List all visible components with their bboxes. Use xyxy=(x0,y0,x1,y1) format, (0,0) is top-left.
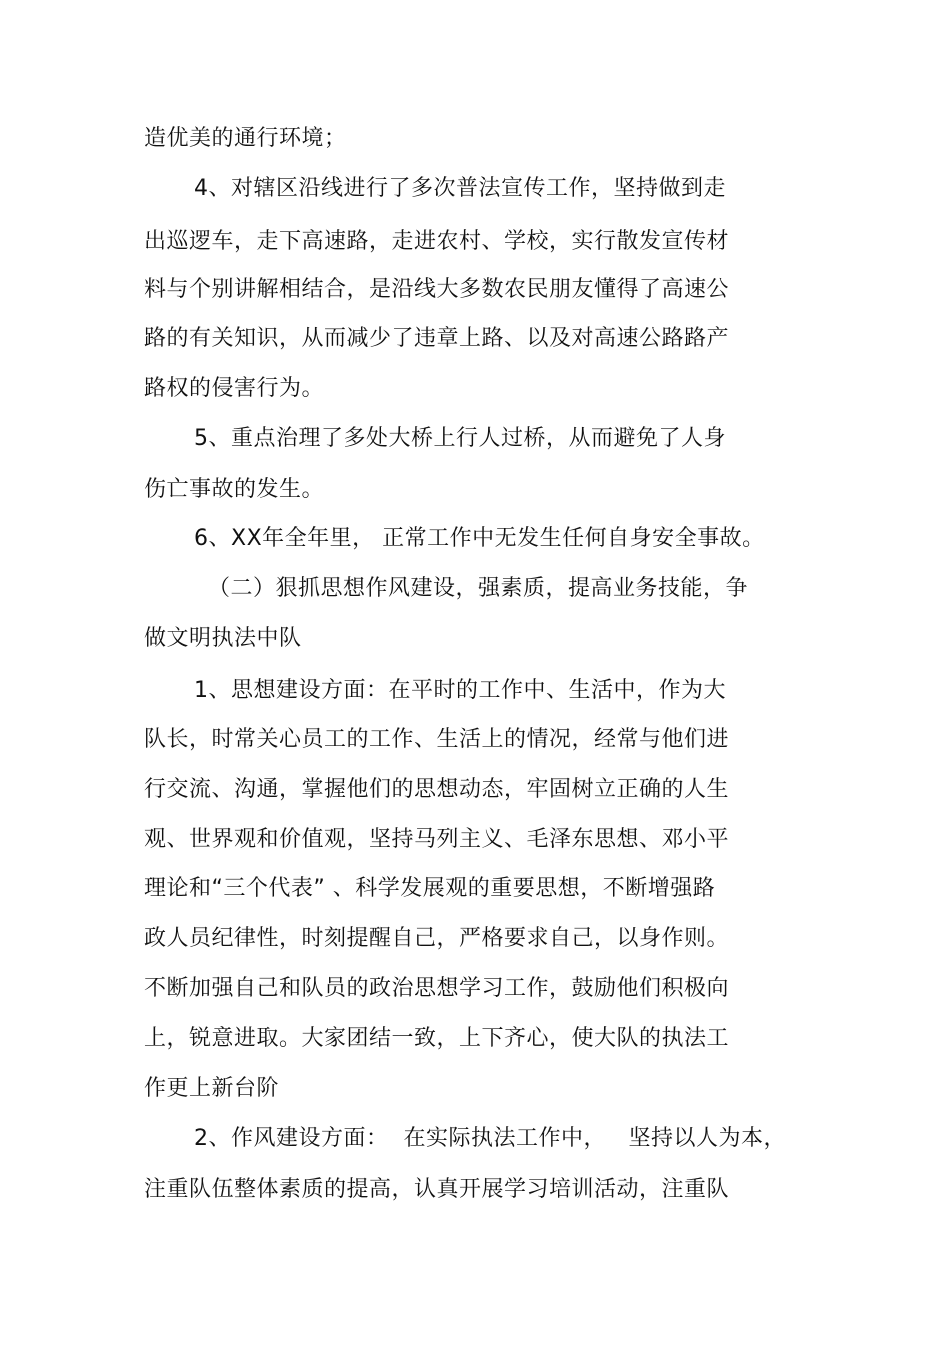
text-line: 料与个别讲解相结合，是沿线大多数农民朋友懂得了高速公 xyxy=(144,277,730,302)
section-heading: （二）狠抓思想作风建设，强素质，提高业务技能，争 xyxy=(208,576,749,601)
text-line: 造优美的通行环境； xyxy=(144,126,347,151)
text-line: 观、世界观和价值观，坚持马列主义、毛泽东思想、邓小平 xyxy=(144,827,730,852)
text-line: 行交流、沟通，掌握他们的思想动态，牢固树立正确的人生 xyxy=(144,777,730,802)
text-line: 路的有关知识，从而减少了违章上路、以及对高速公路路产 xyxy=(144,326,730,351)
text-line: 1、思想建设方面：在平时的工作中、生活中，作为大 xyxy=(194,678,726,703)
text-line: 5、重点治理了多处大桥上行人过桥，从而避免了人身 xyxy=(194,426,726,451)
text-line: 不断加强自己和队员的政治思想学习工作，鼓励他们积极向 xyxy=(144,976,730,1001)
text-line: 伤亡事故的发生。 xyxy=(144,477,325,502)
text-line: 4、对辖区沿线进行了多次普法宣传工作，坚持做到走 xyxy=(194,176,726,201)
section-heading: 做文明执法中队 xyxy=(144,626,302,651)
text-line: 政人员纪律性，时刻提醒自己，严格要求自己，以身作则。 xyxy=(144,926,730,951)
text-line: 注重队伍整体素质的提高，认真开展学习培训活动，注重队 xyxy=(144,1177,730,1202)
text-line: 队长，时常关心员工的工作、生活上的情况，经常与他们进 xyxy=(144,727,730,752)
text-line: 上，锐意进取。大家团结一致，上下齐心，使大队的执法工 xyxy=(144,1026,730,1051)
text-line: 作更上新台阶 xyxy=(144,1076,280,1101)
text-line: 6、XX年全年里， 正常工作中无发生任何自身安全事故。 xyxy=(194,526,765,551)
text-line: 2、作风建设方面： 在实际执法工作中， 坚持以人为本， xyxy=(194,1126,786,1151)
text-line: 理论和“三个代表” 、科学发展观的重要思想，不断增强路 xyxy=(144,876,716,901)
text-line: 出巡逻车，走下高速路，走进农村、学校，实行散发宣传材 xyxy=(144,229,730,254)
text-line: 路权的侵害行为。 xyxy=(144,376,325,401)
